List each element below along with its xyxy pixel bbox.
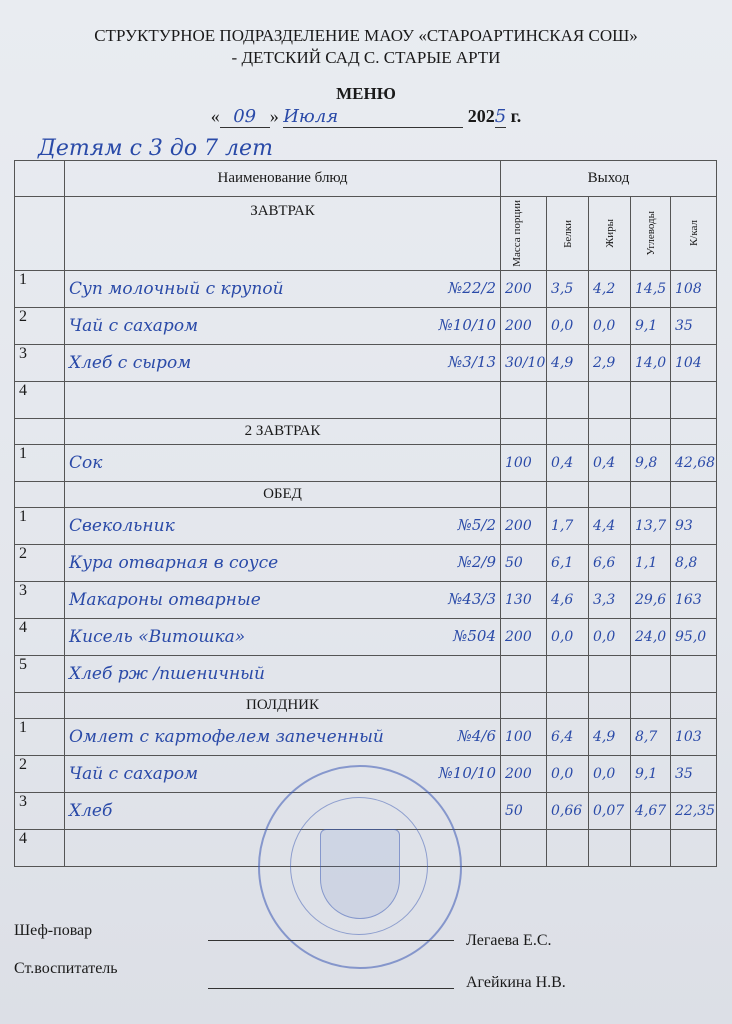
empty-cell	[589, 419, 631, 445]
coat-of-arms-emblem	[320, 829, 400, 919]
kcal-value: 108	[671, 271, 717, 308]
col-output-header: Выход	[501, 161, 717, 197]
kcal-value: 93	[671, 508, 717, 545]
carbs-value: 9,1	[631, 308, 671, 345]
dish-name: Кисель «Витошка»	[69, 627, 246, 647]
menu-table	[14, 160, 717, 867]
protein-value: 4,9	[547, 345, 589, 382]
document-title: МЕНЮ	[336, 84, 396, 103]
empty-cell	[501, 419, 547, 445]
empty-cell	[671, 482, 717, 508]
age-group: Детям с 3 до 7 лет	[38, 136, 273, 161]
table-row	[15, 619, 717, 656]
protein-value: 6,4	[547, 719, 589, 756]
empty-cell	[547, 419, 589, 445]
empty-cell	[671, 419, 717, 445]
fat-value	[589, 656, 631, 693]
recipe-number: №43/3	[448, 590, 496, 608]
kcal-value: 35	[671, 756, 717, 793]
subcol-mass: Масса порции	[501, 197, 547, 271]
row-number: 3	[15, 345, 65, 382]
date-year-prefix: 202	[467, 106, 495, 126]
subcol-fat: Жиры	[589, 197, 631, 271]
dish-cell	[65, 345, 501, 382]
protein-value: 6,1	[547, 545, 589, 582]
empty-cell	[501, 693, 547, 719]
recipe-number: №2/9	[457, 553, 496, 571]
header-num-cell	[15, 161, 65, 197]
section-header: ОБЕД	[65, 482, 501, 508]
chef-signature-line	[208, 940, 454, 941]
breakfast-num-cell	[15, 197, 65, 271]
mass-value: 200	[501, 308, 547, 345]
recipe-number: №10/10	[438, 764, 496, 782]
chef-name: Легаева Е.С.	[466, 932, 552, 949]
org-line-2: - ДЕТСКИЙ САД С. СТАРЫЕ АРТИ	[231, 48, 501, 67]
carbs-value: 1,1	[631, 545, 671, 582]
date-month: Июля	[283, 106, 463, 128]
carbs-value	[631, 830, 671, 867]
carbs-value: 9,1	[631, 756, 671, 793]
kcal-value: 42,68	[671, 445, 717, 482]
carbs-value: 29,6	[631, 582, 671, 619]
date-year-suffix: г.	[510, 106, 522, 126]
dish-name: Сок	[69, 453, 103, 473]
dish-cell	[65, 582, 501, 619]
recipe-number: №22/2	[448, 279, 496, 297]
fat-value	[589, 382, 631, 419]
fat-value: 0,0	[589, 308, 631, 345]
fat-value: 4,4	[589, 508, 631, 545]
mass-value: 100	[501, 719, 547, 756]
dish-cell	[65, 545, 501, 582]
dish-name: Суп молочный с крупой	[69, 279, 284, 299]
row-number: 1	[15, 445, 65, 482]
mass-value: 50	[501, 793, 547, 830]
empty-cell	[631, 419, 671, 445]
mass-value	[501, 830, 547, 867]
dish-cell	[65, 719, 501, 756]
kcal-value: 163	[671, 582, 717, 619]
protein-value	[547, 830, 589, 867]
table-row	[15, 382, 717, 419]
kcal-value	[671, 656, 717, 693]
dish-cell	[65, 308, 501, 345]
row-number: 4	[15, 382, 65, 419]
dish-name: Свекольник	[69, 516, 175, 536]
dish-cell	[65, 508, 501, 545]
kcal-value: 104	[671, 345, 717, 382]
table-row	[15, 656, 717, 693]
dish-name: Хлеб с сыром	[69, 353, 192, 373]
fat-value: 3,3	[589, 582, 631, 619]
empty-cell	[589, 693, 631, 719]
subcol-kcal: К/кал	[671, 197, 717, 271]
carbs-value	[631, 382, 671, 419]
date-line	[0, 106, 732, 128]
dish-name: Чай с сахаром	[69, 764, 199, 784]
educator-name: Агейкина Н.В.	[466, 974, 566, 991]
date-day: 09	[220, 106, 270, 128]
kcal-value	[671, 382, 717, 419]
table-row	[15, 582, 717, 619]
section-header: 2 ЗАВТРАК	[65, 419, 501, 445]
org-line-1: СТРУКТУРНОЕ ПОДРАЗДЕЛЕНИЕ МАОУ «СТАРОАРТИНСКАЯ СОШ»	[94, 26, 638, 45]
recipe-number: №3/13	[448, 353, 496, 371]
mass-value	[501, 382, 547, 419]
empty-cell	[547, 693, 589, 719]
date-year-digit: 5	[494, 106, 507, 127]
section-num-cell	[15, 419, 65, 445]
mass-value: 200	[501, 271, 547, 308]
protein-value: 0,0	[547, 756, 589, 793]
section-num-cell	[15, 482, 65, 508]
date-open-quote: «	[210, 106, 220, 126]
protein-value: 4,6	[547, 582, 589, 619]
empty-cell	[671, 693, 717, 719]
row-number: 4	[15, 830, 65, 867]
protein-value: 3,5	[547, 271, 589, 308]
carbs-value: 14,0	[631, 345, 671, 382]
kcal-value	[671, 830, 717, 867]
fat-value: 6,6	[589, 545, 631, 582]
section-num-cell	[15, 693, 65, 719]
dish-name: Омлет с картофелем запеченный	[69, 727, 384, 747]
carbs-value: 14,5	[631, 271, 671, 308]
protein-value	[547, 656, 589, 693]
dish-cell	[65, 382, 501, 419]
col-dish-header: Наименование блюд	[65, 161, 501, 197]
dish-name: Хлеб	[69, 801, 113, 821]
kcal-value: 35	[671, 308, 717, 345]
mass-value: 200	[501, 508, 547, 545]
chef-label: Шеф-повар	[14, 922, 93, 939]
kcal-value: 22,35	[671, 793, 717, 830]
mass-value: 50	[501, 545, 547, 582]
empty-cell	[501, 482, 547, 508]
educator-signature-line	[208, 988, 454, 989]
recipe-number: №504	[453, 627, 496, 645]
protein-value: 0,0	[547, 619, 589, 656]
dish-name: Чай с сахаром	[69, 316, 199, 336]
row-number: 3	[15, 582, 65, 619]
dish-name: Хлеб рж /пшеничный	[69, 664, 265, 684]
educator-label: Ст.воспитатель	[14, 960, 118, 977]
recipe-number: №4/6	[457, 727, 496, 745]
fat-value	[589, 830, 631, 867]
row-number: 4	[15, 619, 65, 656]
kcal-value: 103	[671, 719, 717, 756]
mass-value	[501, 656, 547, 693]
subcol-carbs: Углеводы	[631, 197, 671, 271]
row-number: 2	[15, 545, 65, 582]
row-number: 2	[15, 756, 65, 793]
date-close-quote: »	[269, 106, 279, 126]
protein-value: 0,4	[547, 445, 589, 482]
dish-name: Кура отварная в соусе	[69, 553, 279, 573]
section-header: ПОЛДНИК	[65, 693, 501, 719]
empty-cell	[631, 482, 671, 508]
carbs-value: 24,0	[631, 619, 671, 656]
carbs-value: 13,7	[631, 508, 671, 545]
table-row	[15, 445, 717, 482]
row-number: 1	[15, 719, 65, 756]
recipe-number: №10/10	[438, 316, 496, 334]
mass-value: 130	[501, 582, 547, 619]
fat-value: 0,4	[589, 445, 631, 482]
empty-cell	[631, 693, 671, 719]
carbs-value	[631, 656, 671, 693]
mass-value: 200	[501, 619, 547, 656]
carbs-value: 8,7	[631, 719, 671, 756]
table-row	[15, 508, 717, 545]
protein-value	[547, 382, 589, 419]
empty-cell	[547, 482, 589, 508]
mass-value: 200	[501, 756, 547, 793]
dish-cell	[65, 619, 501, 656]
protein-value: 0,0	[547, 308, 589, 345]
table-row	[15, 271, 717, 308]
table-row	[15, 308, 717, 345]
fat-value: 0,07	[589, 793, 631, 830]
kcal-value: 95,0	[671, 619, 717, 656]
protein-value: 0,66	[547, 793, 589, 830]
fat-value: 2,9	[589, 345, 631, 382]
dish-name: Макароны отварные	[69, 590, 261, 610]
row-number: 2	[15, 308, 65, 345]
mass-value: 30/10	[501, 345, 547, 382]
fat-value: 4,9	[589, 719, 631, 756]
table-row	[15, 719, 717, 756]
carbs-value: 4,67	[631, 793, 671, 830]
table-row	[15, 545, 717, 582]
dish-cell	[65, 445, 501, 482]
fat-value: 0,0	[589, 756, 631, 793]
row-number: 1	[15, 508, 65, 545]
empty-cell	[589, 482, 631, 508]
dish-cell	[65, 656, 501, 693]
fat-value: 4,2	[589, 271, 631, 308]
dish-cell	[65, 756, 501, 793]
table-row	[15, 345, 717, 382]
protein-value: 1,7	[547, 508, 589, 545]
fat-value: 0,0	[589, 619, 631, 656]
row-number: 5	[15, 656, 65, 693]
subcol-protein: Белки	[547, 197, 589, 271]
row-number: 3	[15, 793, 65, 830]
section-breakfast: ЗАВТРАК	[65, 197, 501, 271]
row-number: 1	[15, 271, 65, 308]
dish-cell	[65, 271, 501, 308]
recipe-number: №5/2	[457, 516, 496, 534]
kcal-value: 8,8	[671, 545, 717, 582]
carbs-value: 9,8	[631, 445, 671, 482]
official-stamp	[258, 765, 462, 969]
mass-value: 100	[501, 445, 547, 482]
